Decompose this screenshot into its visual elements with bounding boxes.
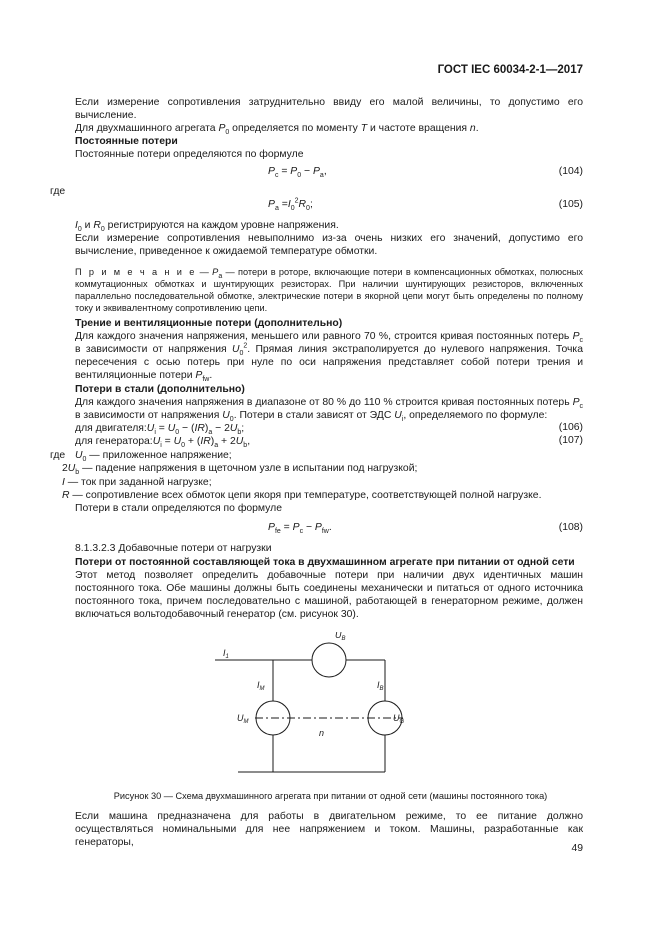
definition-ub: $2U_b$ — падение напряжения в щеточном узле в испытании под нагрузкой;	[62, 463, 418, 477]
note-rotor-losses: П р и м е ч а н и е — $P_a$ — потери в роторе, включающие потери в компенсационных обмотках, полюсных коммутационных обмотках и шунтирующих резисторах. При наличии шунтирующих резисторов, включенных параллельно последовательной обмотке, электрические потери в якорной цепи могут быть определены по полному току и эквивалентному сопротивлению цепи.	[75, 267, 583, 313]
definition-u0: $U_0$ — приложенное напряжение;	[75, 450, 232, 464]
paragraph-resistance-temp: Если измерение сопротивления невыполнимо из-за очень низких его значений, допустимо его вычисление, приведенное к ожидаемой температуре обмотки.	[75, 233, 583, 257]
label-ib: $I_B$	[377, 680, 384, 692]
paragraph-resistance-calc	[75, 96, 583, 122]
heading-dc-component: Потери от постоянной составляющей тока в двухмашинном агрегате при питании от одной сети	[75, 557, 575, 568]
equation-107-number: (107)	[558, 435, 583, 446]
heading-iron-losses: Потери в стали (дополнительно)	[75, 384, 245, 395]
definition-i: I — ток при заданной нагрузке;	[62, 477, 212, 488]
equation-105: $P_a =I_0^2R_0$;	[268, 197, 313, 213]
equation-104: $P_c = P_0 - P_a$,	[268, 166, 327, 180]
paragraph-constant-formula: Постоянные потери определяются по формуле	[75, 149, 304, 160]
label-ub: $U_B$	[335, 632, 346, 642]
standard-header: ГОСТ IEC 60034-2-1—2017	[437, 64, 583, 76]
definition-r: R — сопротивление всех обмоток цепи якоря при температуре, соответствующей полной нагрузке.	[62, 490, 542, 501]
label-im: $I_M$	[257, 680, 265, 692]
page-number: 49	[571, 843, 583, 854]
equation-106-number: (106)	[558, 422, 583, 433]
paragraph-motor-mode: Если машина предназначена для работы в двигательном режиме, то ее питание должно осуществляться номинальными для нее напряжением и током. Машины, разработанные как генераторы,	[75, 811, 583, 848]
equation-108-number: (108)	[558, 522, 583, 533]
label-n: n	[319, 728, 325, 738]
heading-friction: Трение и вентиляционные потери (дополнительно)	[75, 318, 343, 329]
label-ug: $U_G$	[393, 713, 405, 725]
equation-105-number: (105)	[558, 199, 583, 210]
p1-text: Если измерение сопротивления затруднительно ввиду его малой величины, то допустимо его вычисление.	[75, 97, 583, 121]
figure-30-circuit	[215, 632, 425, 787]
equation-108: $P_{fe} = P_c - P_{fw}$.	[268, 522, 332, 536]
where2-label: где	[50, 450, 66, 461]
label-um: $U_M$	[237, 713, 249, 725]
where-label: где	[50, 186, 66, 197]
paragraph-iron-formula: Потери в стали определяются по формуле	[75, 503, 282, 514]
equation-107-row: для $генератора:U_i = U_0 + (IR)_a + 2U_b$,	[75, 436, 251, 450]
equation-104-number: (104)	[558, 166, 583, 177]
figure-30-caption: Рисунок 30 — Схема двухмашинного агрегата при питании от одной сети (машины постоянного тока)	[113, 791, 548, 801]
paragraph-registered: $I_0$ и $R_0$ регистрируются на каждом уровне напряжения.	[75, 220, 339, 234]
label-i1: $I_1$	[223, 648, 229, 660]
paragraph-friction: Для каждого значения напряжения, меньшего или равного 70 %, строится кривая постоянных потерь $P_c$ в зависимости от напряжения $U_0^2$. Прямая линия экстраполируется до нулевого напряжения. Точка пересечения с осью потерь при нуле по оси напряжения представляет собой потери трения и вентиляционные потери $P_{fw}$.	[75, 331, 583, 384]
heading-constant-losses: Постоянные потери	[75, 136, 178, 147]
heading-8-1-3-2-3: 8.1.3.2.3 Добавочные потери от нагрузки	[75, 543, 272, 554]
paragraph-iron: Для каждого значения напряжения в диапазоне от 80 % до 110 % строится кривая постоянных потерь $P_c$ в зависимости от напряжения $U_0$. Потери в стали зависят от ЭДС $U_i$, определяемого по формуле:	[75, 397, 583, 424]
equation-106-row: для $двигателя:U_i = U_0 - (IR)_a - 2U_b$;	[75, 423, 245, 437]
paragraph-method: Этот метод позволяет определить добавочные потери при наличии двух идентичных машин постоянного тока. Обе машины должны быть соединены механически и питаться от одного источника постоянного тока, причем последовательно с машиной, работающей в генераторном режиме, должен включаться вольтодобавочный генератор (см. рисунок 30).	[75, 570, 583, 620]
booster-generator	[312, 643, 346, 677]
paragraph-p0: Для двухмашинного агрегата $P_0$ определяется по моменту T и частоте вращения n.	[75, 123, 479, 137]
